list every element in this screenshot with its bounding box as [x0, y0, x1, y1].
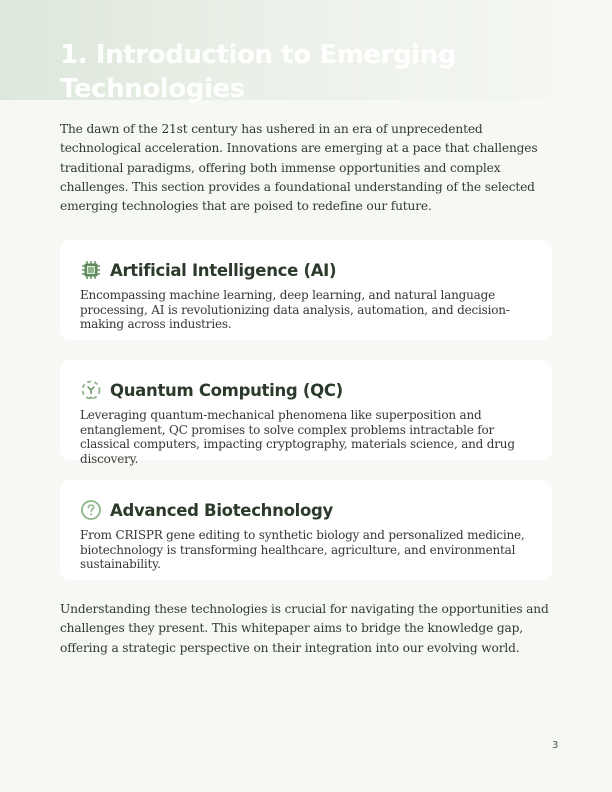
card-advanced-biotechnology	[60, 480, 552, 580]
closing-paragraph: Understanding these technologies is crucial for navigating the opportunities and challenges they present. This whitepaper aims to bridge the knowledge gap, offering a strategic perspective on their integration into our evolving world.	[60, 602, 549, 655]
page-title: 1. Introduction to Emerging Technologies	[60, 40, 457, 104]
card-title: Advanced Biotechnology	[110, 500, 333, 520]
card-artificial-intelligence	[60, 240, 552, 340]
page-number: 3	[552, 740, 559, 751]
card-description: From CRISPR gene editing to synthetic biology and personalized medicine, biotechnology is transforming healthcare, agriculture, and environmental sustainability.	[80, 528, 525, 572]
question-circle-icon	[80, 499, 102, 521]
card-title: Quantum Computing (QC)	[110, 380, 343, 400]
card-description: Encompassing machine learning, deep learning, and natural language processing, AI is revolutionizing data analysis, automation, and decision-making across industries.	[80, 288, 510, 332]
card-description: Leveraging quantum-mechanical phenomena like superposition and entanglement, QC promises to solve complex problems intractable for classical computers, impacting cryptography, materials science, and drug discovery.	[80, 408, 515, 466]
intro-paragraph: The dawn of the 21st century has ushered in an era of unprecedented technological acceleration. Innovations are emerging at a pace that challenges traditional paradigms, offering both immense opportunities and complex challenges. This section provides a foundational understanding of the selected emerging technologies that are poised to redefine our future.	[60, 122, 538, 214]
chip-icon	[80, 259, 102, 281]
card-title: Artificial Intelligence (AI)	[110, 260, 337, 280]
quantum-icon	[80, 379, 102, 401]
card-quantum-computing	[60, 360, 552, 466]
